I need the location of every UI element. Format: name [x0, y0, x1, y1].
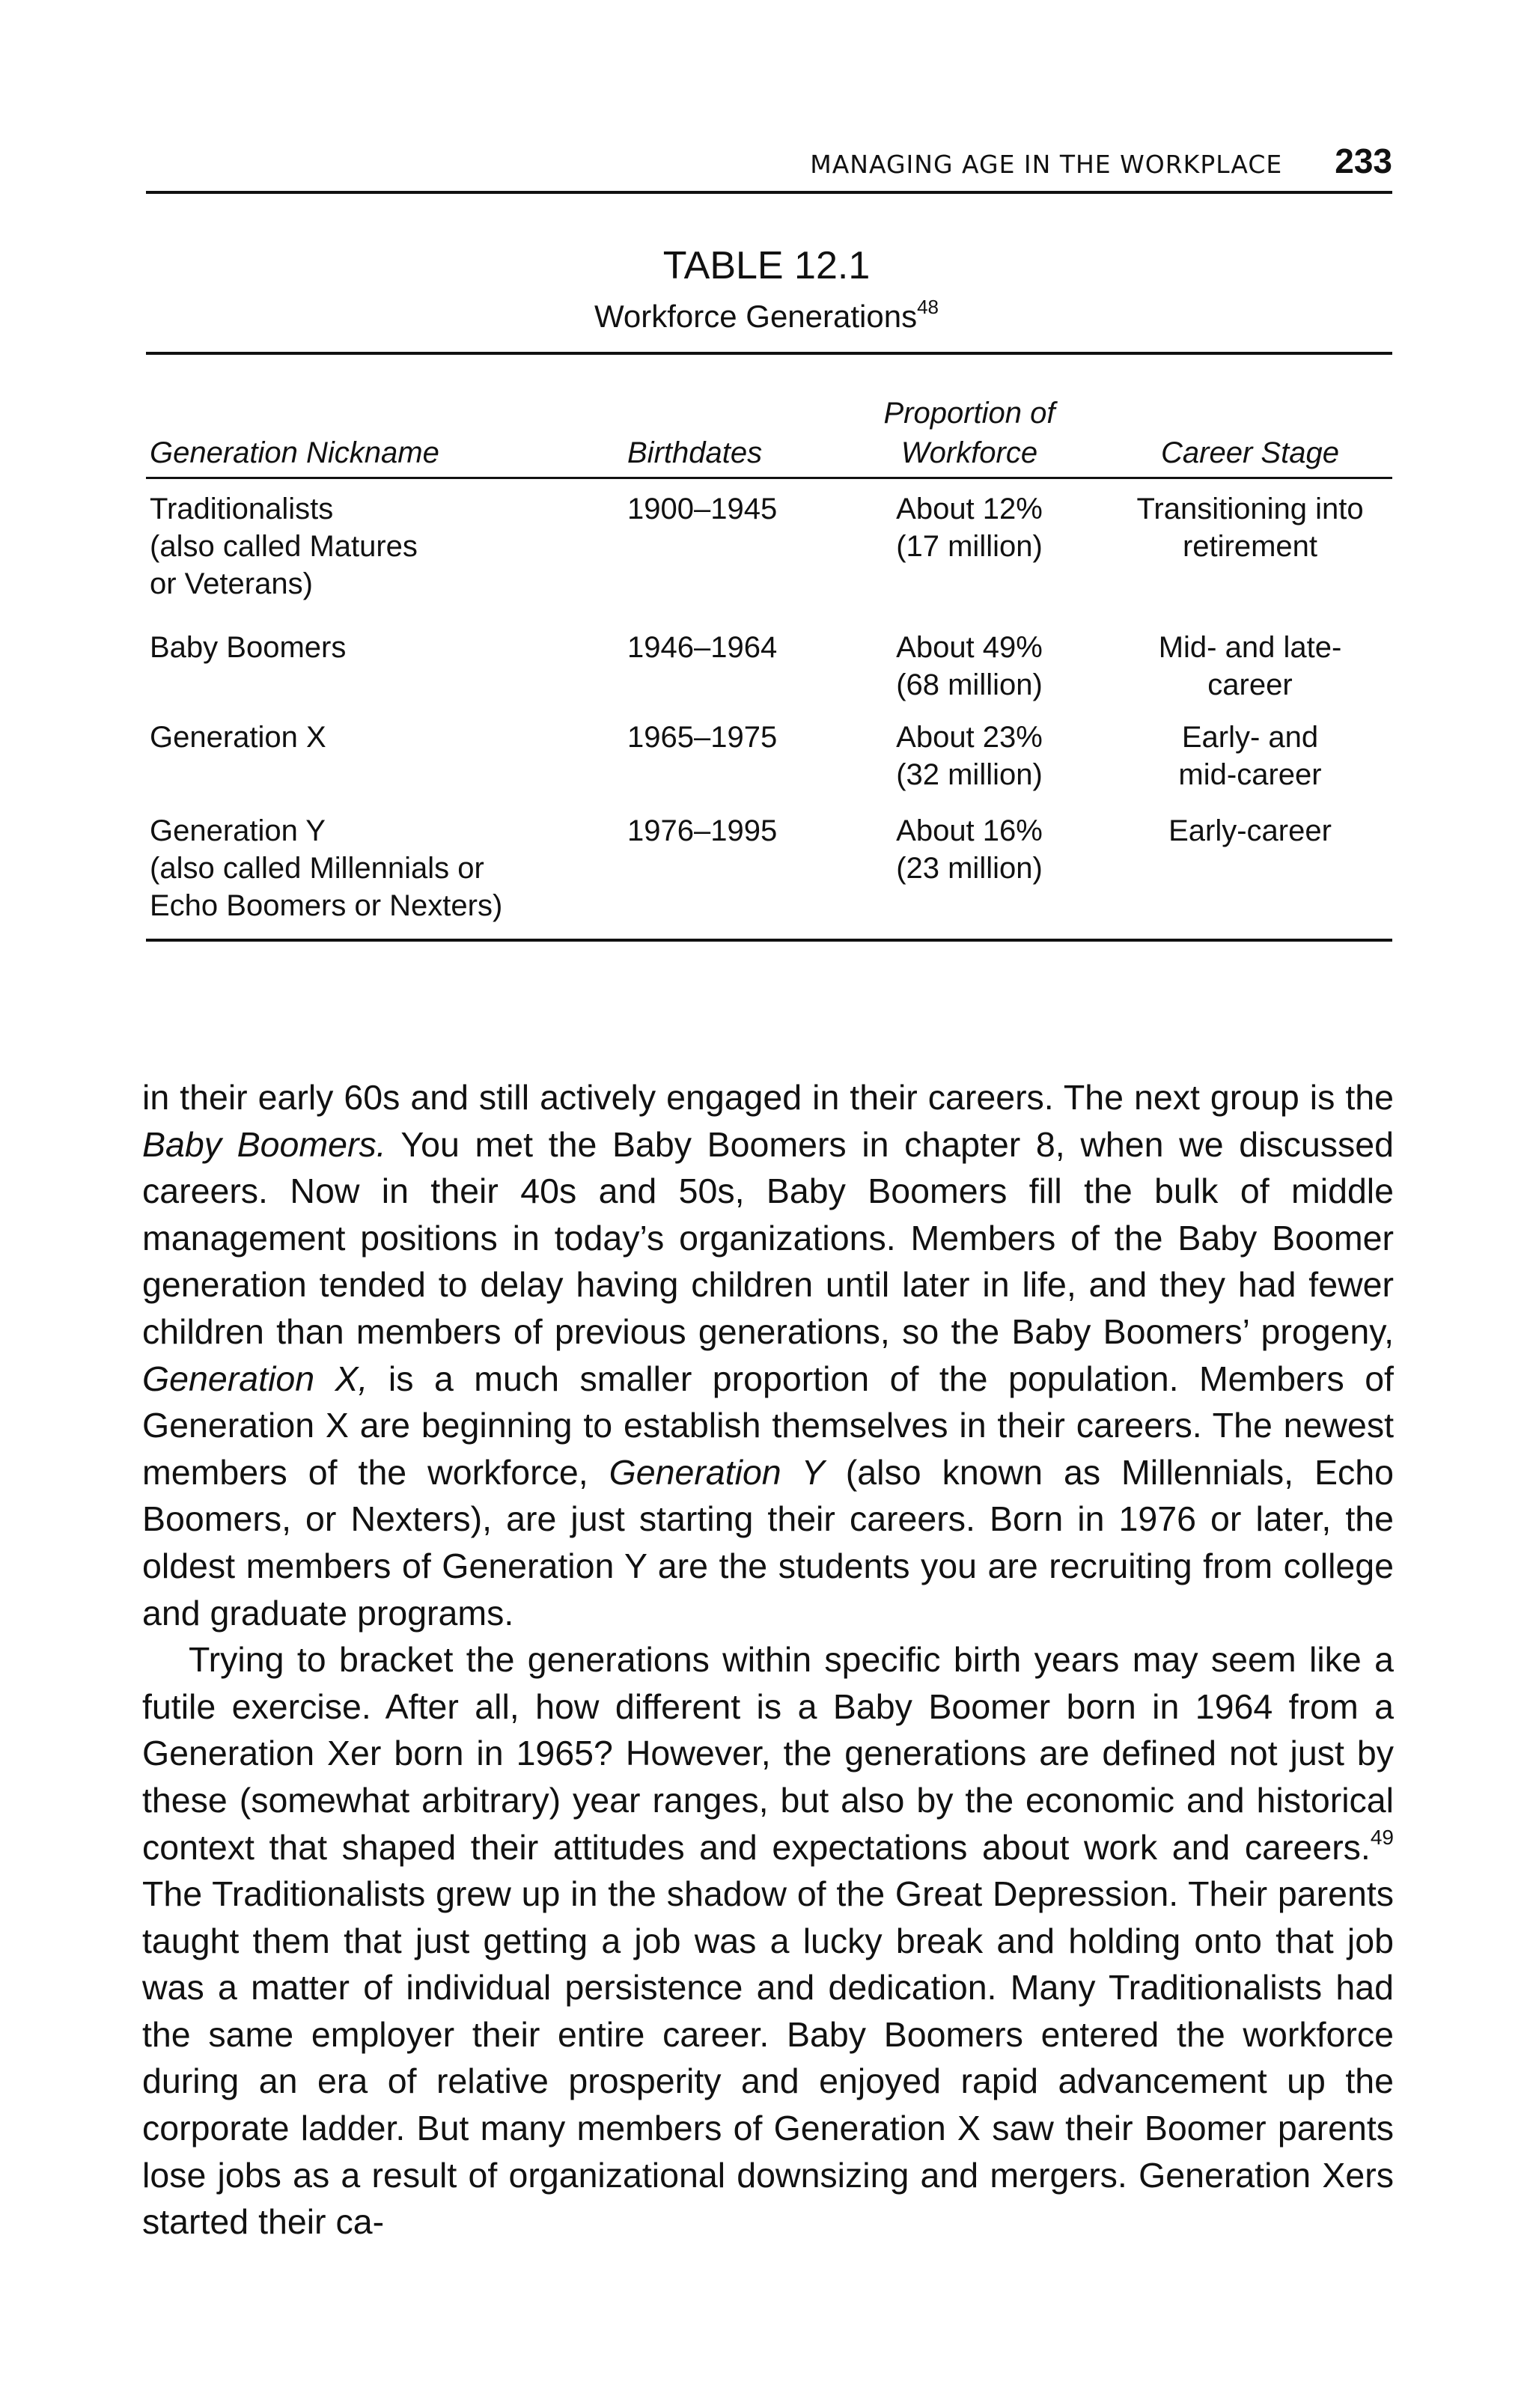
career-stage-line: Transitioning into [1136, 493, 1364, 525]
row-traditionalists-nickname [150, 490, 418, 603]
nickname-line: Generation X [150, 721, 326, 754]
career-stage-line: retirement [1182, 530, 1318, 563]
table-title [0, 296, 1533, 335]
row-generation-y-nickname [150, 812, 502, 924]
text-run: You met the Baby Boomers in chapter 8, when we discussed careers. Now in their 40s and 50s, Baby Boomers fill the bulk of middle management positions in today’s organizations. Members of the Baby Boomer generation tended to delay having children until later in life, and they had fewer children than members of previous generations, so the Baby Boomers’ progeny, [142, 1124, 1394, 1351]
proportion-line: About 16% [896, 814, 1043, 847]
term-generation-x: Generation X, [142, 1359, 368, 1398]
row-traditionalists-birthdates: 1900–1945 [627, 493, 778, 525]
text-run: The Traditionalists grew up in the shadow of the Great Depression. Their parents taught them that just getting a job was a lucky break and holding onto that job was a matter of individual persistence and dedication. Many Traditionalists had the same employer their entire career. Baby Boomers entered the workforce during an era of relative prosperity and enjoyed rapid advancement up the corporate ladder. But many members of Generation X saw their Boomer parents lose jobs as a result of organizational downsizing and mergers. Generation Xers started their ca- [142, 1874, 1394, 2242]
text-run: is a much smaller proportion of the population. Members of Generation X are beginning to establish themselves in their careers. The newest members of the workforce, [142, 1359, 1394, 1492]
row-generation-x-proportion [857, 719, 1082, 793]
term-generation-y: Generation Y [609, 1452, 825, 1492]
nickname-line: Traditionalists [150, 493, 334, 525]
row-traditionalists-proportion [857, 490, 1082, 565]
proportion-line: About 49% [896, 631, 1043, 664]
table-bottom-rule [146, 939, 1392, 942]
proportion-line: (17 million) [896, 530, 1043, 563]
running-header [146, 141, 1392, 181]
nickname-line: Baby Boomers [150, 631, 347, 664]
career-stage-line: Mid- and late- [1158, 631, 1342, 664]
row-baby-boomers-proportion [857, 629, 1082, 704]
row-generation-y-birthdates: 1976–1995 [627, 814, 778, 847]
career-stage-line: mid-career [1178, 758, 1322, 791]
row-generation-x-nickname [150, 719, 326, 756]
career-stage-line: Early- and [1181, 721, 1319, 754]
proportion-line: About 12% [896, 493, 1043, 525]
text-run: (also known as Millennials, Echo Boomers, or Nexters), are just starting their careers. Born in 1976 or later, the oldest members of Generation Y are the students you are recruiting from college and graduate programs. [142, 1452, 1395, 1633]
nickname-line: or Veterans) [150, 567, 313, 600]
row-generation-y-proportion [857, 812, 1082, 887]
table-top-rule [146, 352, 1392, 355]
proportion-line: (23 million) [896, 852, 1043, 885]
term-baby-boomers: Baby Boomers. [142, 1124, 386, 1164]
page-number: 233 [1335, 141, 1392, 180]
row-generation-x-career-stage [1108, 719, 1392, 793]
header-birthdates: Birthdates [627, 436, 763, 469]
header-proportion-line1: Proportion of [883, 397, 1055, 430]
career-stage-line: Early-career [1168, 814, 1332, 847]
nickname-line: (also called Millennials or [150, 852, 484, 885]
paragraph-2 [142, 1636, 1394, 2246]
nickname-line: Generation Y [150, 814, 326, 847]
proportion-line: (32 million) [896, 758, 1043, 791]
row-generation-y-career-stage [1108, 812, 1392, 850]
nickname-line: Echo Boomers or Nexters) [150, 889, 503, 922]
row-baby-boomers-career-stage [1108, 629, 1392, 704]
header-rule [146, 191, 1392, 194]
proportion-line: (68 million) [896, 668, 1043, 701]
nickname-line: (also called Matures [150, 530, 418, 563]
running-title: MANAGING AGE IN THE WORKPLACE [810, 150, 1283, 179]
row-baby-boomers-nickname [150, 629, 346, 666]
row-traditionalists-career-stage [1108, 490, 1392, 565]
table-title-text: Workforce Generations [594, 299, 918, 334]
proportion-line: About 23% [896, 721, 1043, 754]
table-footnote-ref: 48 [917, 296, 939, 318]
row-generation-x-birthdates: 1965–1975 [627, 721, 778, 754]
paragraph-1 [142, 1074, 1394, 1636]
table-label: TABLE 12.1 [662, 244, 871, 287]
header-proportion-line2: Workforce [900, 436, 1038, 469]
footnote-ref: 49 [1370, 1825, 1394, 1849]
text-run: in their early 60s and still actively engaged in their careers. The next group is the [142, 1078, 1394, 1117]
header-generation-nickname: Generation Nickname [150, 436, 439, 469]
career-stage-line: career [1207, 668, 1293, 701]
text-run: Trying to bracket the generations within specific birth years may seem like a futile exercise. After all, how different is a Baby Boomer born in 1964 from a Generation Xer born in 1965? However, the generations are defined not just by these (somewhat arbitrary) year ranges, but also by the economic and historical context that shaped their attitudes and expectations about work and careers. [142, 1640, 1394, 1867]
body-text [142, 1074, 1394, 2246]
table-header-rule [146, 477, 1392, 479]
header-career-stage: Career Stage [1161, 436, 1339, 469]
row-baby-boomers-birthdates: 1946–1964 [627, 631, 778, 664]
